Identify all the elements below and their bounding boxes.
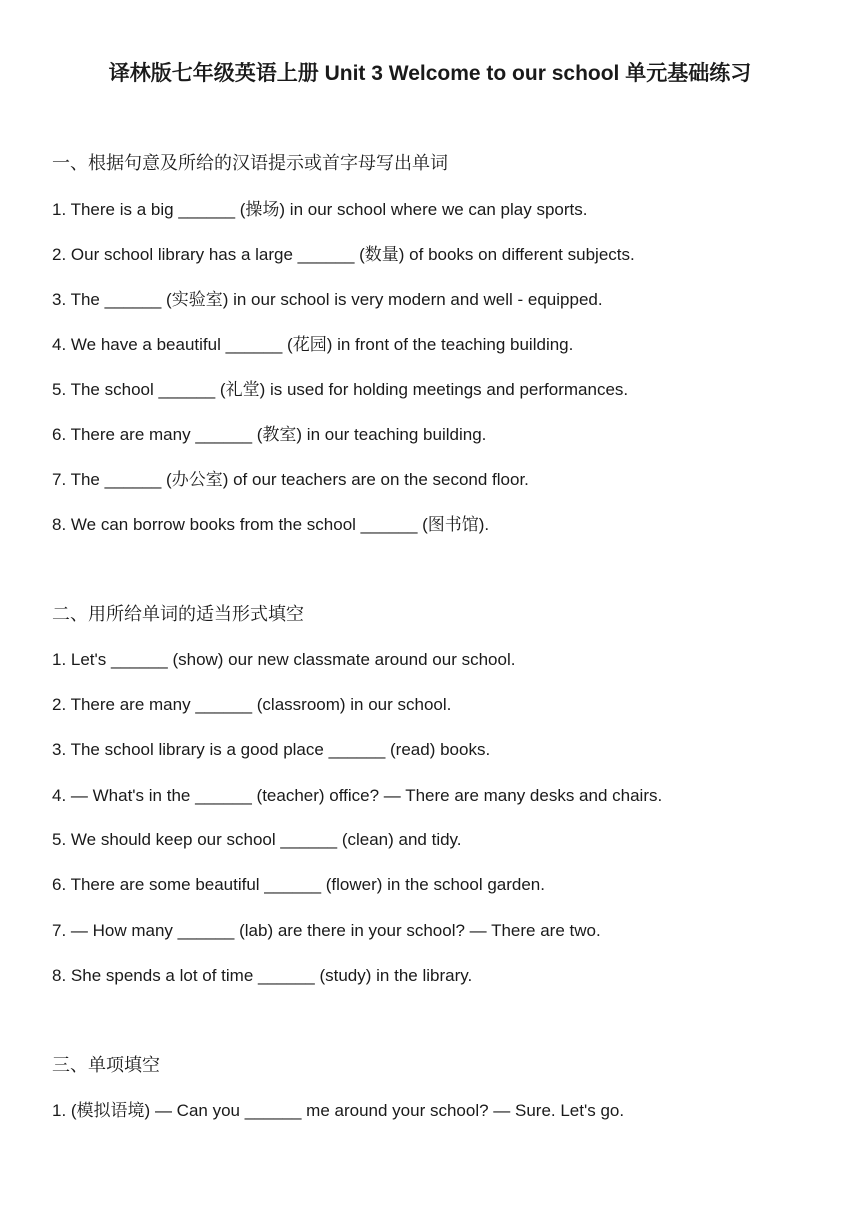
section-2-question-2: 2. There are many ______ (classroom) in our school. [52, 695, 452, 714]
section-1-question-4: 4. We have a beautiful ______ (花园) in front of the teaching building. [52, 335, 574, 354]
section-1-question-3: 3. The ______ (实验室) in our school is very modern and well - equipped. [52, 290, 603, 309]
section-2-question-1: 1. Let's ______ (show) our new classmate around our school. [52, 650, 516, 669]
section-1-question-7: 7. The ______ (办公室) of our teachers are on the second floor. [52, 470, 529, 489]
section-2-question-8: 8. She spends a lot of time ______ (study) in the library. [52, 966, 473, 985]
section-heading-3: 三、单项填空 [52, 1055, 160, 1076]
document-title: 译林版七年级英语上册 Unit 3 Welcome to our school 单元基础练习 [108, 62, 752, 85]
section-heading-1: 一、根据句意及所给的汉语提示或首字母写出单词 [52, 153, 448, 174]
section-2-question-6: 6. There are some beautiful ______ (flower) in the school garden. [52, 875, 545, 894]
section-1-question-6: 6. There are many ______ (教室) in our teaching building. [52, 425, 487, 444]
section-1-question-1: 1. There is a big ______ (操场) in our school where we can play sports. [52, 200, 588, 219]
section-1-question-5: 5. The school ______ (礼堂) is used for holding meetings and performances. [52, 380, 629, 399]
section-2-question-7: 7. — How many ______ (lab) are there in your school? — There are two. [52, 921, 601, 940]
section-2-question-3: 3. The school library is a good place ______ (read) books. [52, 740, 491, 759]
section-2-question-4: 4. — What's in the ______ (teacher) office? — There are many desks and chairs. [52, 786, 663, 805]
section-1-question-2: 2. Our school library has a large ______ (数量) of books on different subjects. [52, 245, 635, 264]
section-3-question-1: 1. (模拟语境) — Can you ______ me around your school? — Sure. Let's go. [52, 1101, 625, 1120]
section-heading-2: 二、用所给单词的适当形式填空 [52, 604, 304, 625]
section-2-question-5: 5. We should keep our school ______ (clean) and tidy. [52, 830, 462, 849]
section-1-question-8: 8. We can borrow books from the school ______ (图书馆). [52, 515, 490, 534]
